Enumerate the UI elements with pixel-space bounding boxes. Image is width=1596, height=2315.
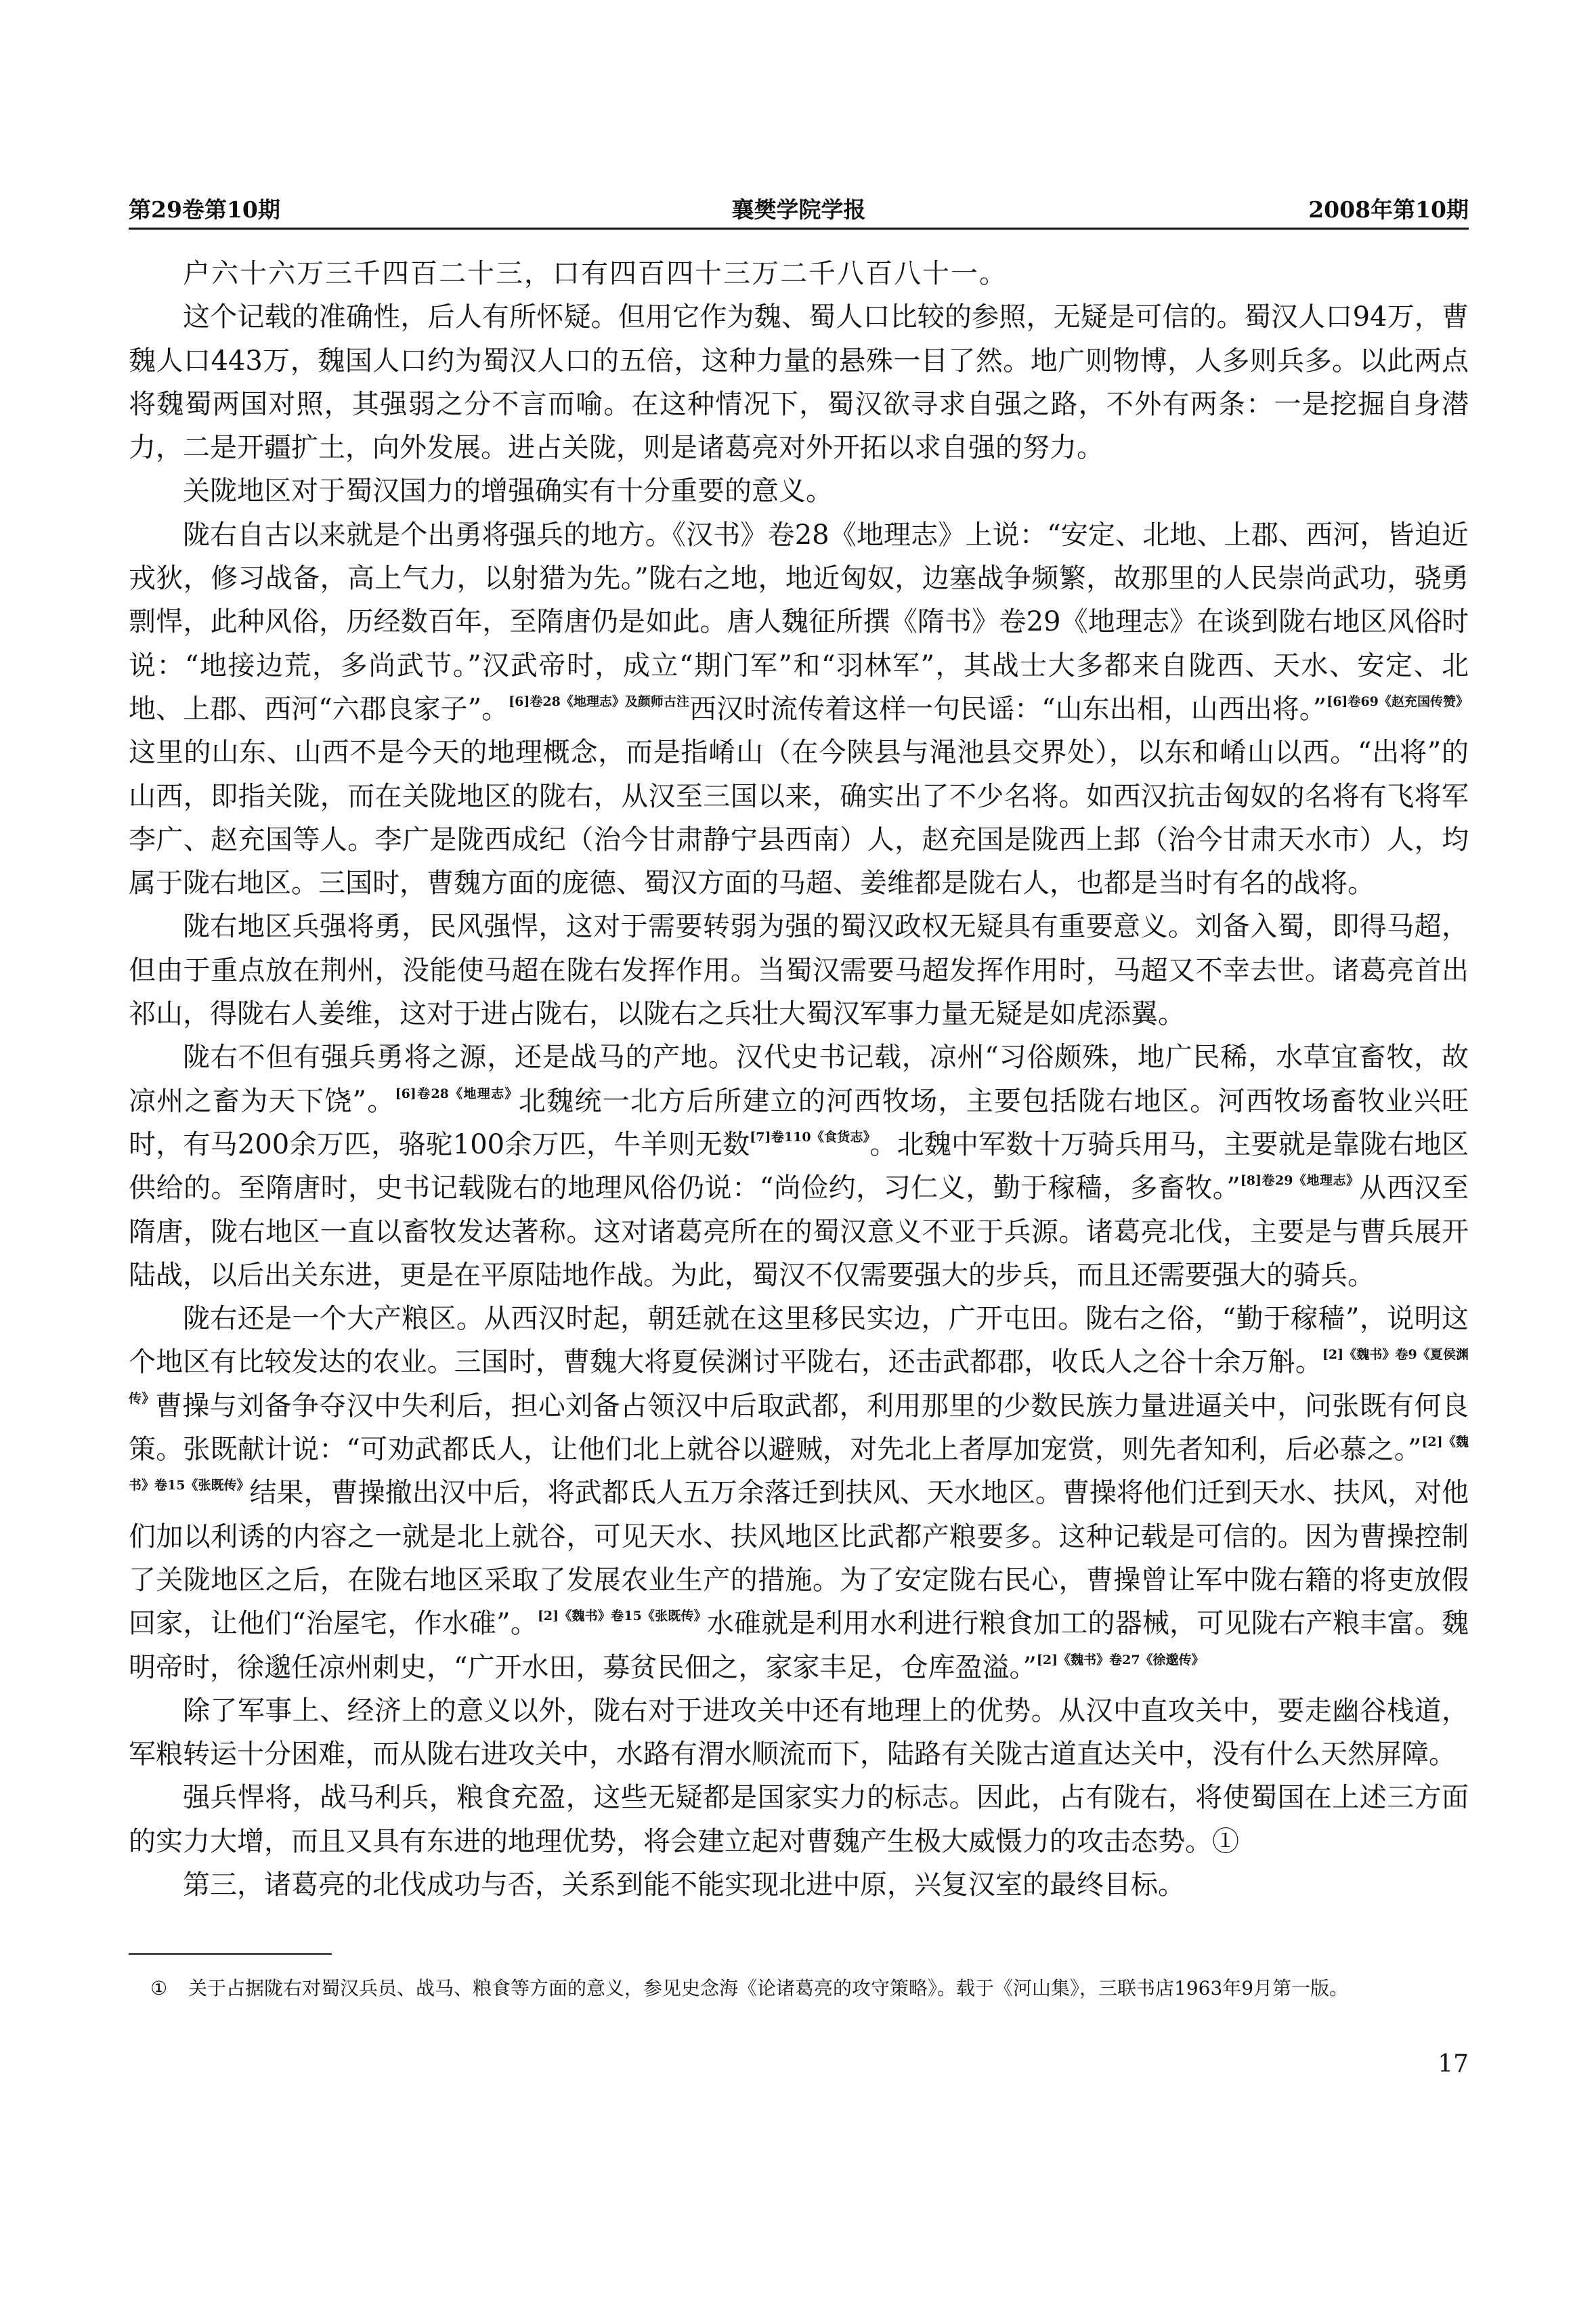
body-paragraph — [129, 905, 1469, 1036]
census-quote — [129, 252, 1469, 295]
paragraph-text: 这个记载的准确性，后人有所怀疑。但用它作为魏、蜀人口比较的参照，无疑是可信的。蜀汉人口94万，曹魏人口443万，魏国人口约为蜀汉人口的五倍，这种力量的悬殊一目了然。地广则物博，人多则兵多。以此两点将魏蜀两国对照，其强弱之分不言而喻。在这种情况下，蜀汉欲寻求自强之路，不外有两条：一是挖掘自身潜力，二是开疆扩土，向外发展。进占关陇，则是诸葛亮对外开拓以求自强的努力。 — [129, 301, 1469, 464]
header-journal-title: 襄樊学院学报 — [731, 196, 866, 223]
paragraph-text: 水碓就是利用水利进行粮食加工的器械，可见陇右产粮丰富。魏明帝时，徐邈任凉州刺史，“广开水田，募贫民佃之，家家丰足，仓库盈溢。” — [129, 1608, 1469, 1683]
paragraph-text: 北魏统一北方后所建立的河西牧场，主要包括陇右地区。河西牧场畜牧业兴旺时，有马200余万匹，骆驼100余万匹，牛羊则无数 — [129, 1085, 1469, 1160]
footnote-mark: ① — [150, 1977, 168, 1999]
citation-reference: [2]《魏书》卷15《张既传》 — [129, 1435, 1469, 1493]
paragraph-text: 从西汉至隋唐，陇右地区一直以畜牧发达著称。这对诸葛亮所在的蜀汉意义不亚于兵源。诸葛亮北伐，主要是与曹兵展开陆战，以后出关东进，更是在平原陆地作战。为此，蜀汉不仅需要强大的步兵，而且还需要强大的骑兵。 — [129, 1172, 1469, 1291]
paragraph-text: 第三，诸葛亮的北伐成功与否，关系到能不能实现北进中原，兴复汉室的最终目标。 — [183, 1869, 1185, 1900]
paragraph-text: 户六十六万三千四百二十三，口有四百四十三万二千八百八十一。 — [183, 258, 1008, 289]
footnote-rule — [129, 1953, 332, 1955]
header-volume-issue: 第29卷第10期 — [129, 196, 280, 223]
paragraph-text: 强兵悍将，战马利兵，粮食充盈，这些无疑都是国家实力的标志。因此，占有陇右，将使蜀国在上述三方面的实力大增，而且又具有东进的地理优势，将会建立起对曹魏产生极大威慑力的攻击态势。 — [129, 1782, 1469, 1857]
citation-reference: [6]卷28《地理志》及颜师古注 — [509, 694, 689, 709]
body-paragraph — [129, 513, 1469, 906]
header-rule — [129, 228, 1469, 230]
paragraph-text: 这里的山东、山西不是今天的地理概念，而是指崤山（在今陕县与渑池县交界处），以东和崤山以西。“出将”的山西，即指关陇，而在关陇地区的陇右，从汉至三国以来，确实出了不少名将。如西汉抗击匈奴的名将有飞将军李广、赵充国等人。李广是陇西成纪（治今甘肃静宁县西南）人，赵充国是陇西上邽（治今甘肃天水市）人，均属于陇右地区。三国时，曹魏方面的庞德、蜀汉方面的马超、姜维都是陇右人，也都是当时有名的战将。 — [129, 737, 1469, 899]
paragraph-text: 关陇地区对于蜀汉国力的增强确实有十分重要的意义。 — [183, 475, 833, 507]
page-number: 17 — [1438, 2050, 1469, 2078]
paragraph-text: 。北魏中军数十万骑兵用马，主要就是靠陇右地区供给的。至隋唐时，史书记载陇右的地理风俗仍说：“尚俭约，习仁义，勤于稼穑，多畜牧。” — [129, 1128, 1469, 1204]
paragraph-text: 陇右自古以来就是个出勇将强兵的地方。《汉书》卷28《地理志》上说：“安定、北地、上郡、西河，皆迫近戎狄，修习战备，高上气力，以射猎为先。”陇右之地，地近匈奴，边塞战争频繁，故那里的人民崇尚武功，骁勇剽悍，此种风俗，历经数百年，至隋唐仍是如此。唐人魏征所撰《隋书》卷29《地理志》在谈到陇右地区风俗时说：“地接边荒，多尚武节。”汉武帝时，成立“期门军”和“羽林军”，其战士大多都来自陇西、天水、安定、北地、上郡、西河“六郡良家子”。 — [129, 519, 1469, 725]
body-paragraph — [129, 1863, 1469, 1907]
footnote-anchor: ① — [1212, 1825, 1239, 1857]
paragraph-text: 陇右不但有强兵勇将之源，还是战马的产地。汉代史书记载，凉州“习俗颇殊，地广民稀，水草宜畜牧，故凉州之畜为天下饶”。 — [129, 1042, 1469, 1117]
running-header — [129, 191, 1469, 229]
body-paragraph — [129, 1689, 1469, 1777]
footnote-text: 关于占据陇右对蜀汉兵员、战马、粮食等方面的意义，参见史念海《论诸葛亮的攻守策略》。载于《河山集》，三联书店1963年9月第一版。 — [188, 1977, 1349, 1999]
paragraph-text: 结果，曹操撤出汉中后，将武都氐人五万余落迁到扶风、天水地区。曹操将他们迁到天水、扶风，对他们加以利诱的内容之一就是北上就谷，可见天水、扶风地区比武都产粮要多。这种记载是可信的。因为曹操控制了关陇地区之后，在陇右地区采取了发展农业生产的措施。为了安定陇右民心，曹操曾让军中陇右籍的将吏放假回家，让他们“治屋宅，作水碓”。 — [129, 1477, 1469, 1640]
body-paragraph — [129, 295, 1469, 469]
footnote — [150, 1971, 1469, 2006]
citation-reference: [8]卷29《地理志》 — [1240, 1173, 1360, 1189]
citation-reference: [2]《魏书》卷15《张既传》 — [537, 1609, 707, 1624]
body-paragraph — [129, 1036, 1469, 1297]
citation-reference: [2]《魏书》卷9《夏侯渊传》 — [129, 1347, 1469, 1406]
citation-reference: [7]卷110《食货志》 — [750, 1129, 870, 1145]
paragraph-text: 除了军事上、经济上的意义以外，陇右对于进攻关中还有地理上的优势。从汉中直攻关中，要走幽谷栈道，军粮转运十分困难，而从陇右进攻关中，水路有渭水顺流而下，陆路有关陇古道直达关中，没有什么天然屏障。 — [129, 1695, 1469, 1770]
citation-reference: [6]卷28《地理志》 — [395, 1086, 519, 1101]
paragraph-text: 陇右地区兵强将勇，民风强悍，这对于需要转弱为强的蜀汉政权无疑具有重要意义。刘备入蜀，即得马超，但由于重点放在荆州，没能使马超在陇右发挥作用。当蜀汉需要马超发挥作用时，马超又不幸去世。诸葛亮首出祁山，得陇右人姜维，这对于进占陇右，以陇右之兵壮大蜀汉军事力量无疑是如虎添翼。 — [129, 911, 1469, 1030]
paragraph-text: 曹操与刘备争夺汉中失利后，担心刘备占领汉中后取武都，利用那里的少数民族力量进逼关中，问张既有何良策。张既献计说：“可劝武都氐人，让他们北上就谷以避贼，对先北上者厚加宠赏，则先者知利，后必慕之。” — [129, 1390, 1469, 1466]
citation-reference: [6]卷69《赵充国传赞》 — [1327, 694, 1469, 709]
header-date-issue: 2008年第10期 — [1308, 196, 1469, 223]
paragraph-text: 陇右还是一个大产粮区。从西汉时起，朝廷就在这里移民实边，广开屯田。陇右之俗，“勤于稼穑”，说明这个地区有比较发达的农业。三国时，曹魏大将夏侯渊讨平陇右，还击武都郡，收氐人之谷十余万斛。 — [129, 1303, 1469, 1378]
citation-reference: [2]《魏书》卷27《徐邈传》 — [1036, 1652, 1205, 1668]
article-body — [129, 252, 1469, 1907]
body-paragraph — [129, 1776, 1469, 1863]
body-paragraph — [129, 1297, 1469, 1689]
body-paragraph — [129, 469, 1469, 513]
paragraph-text: 西汉时流传着这样一句民谣：“山东出相，山西出将。” — [689, 693, 1327, 725]
